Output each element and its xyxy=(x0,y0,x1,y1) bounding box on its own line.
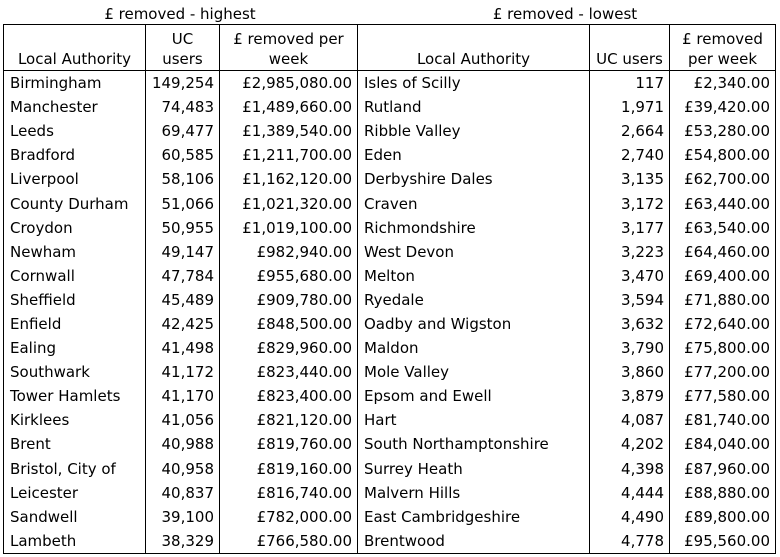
highest-authority-cell: Brent xyxy=(4,432,146,456)
lowest-removed-cell: £75,800.00 xyxy=(670,336,776,360)
highest-uc-users-cell: 50,955 xyxy=(146,216,220,240)
lowest-authority-cell: Derbyshire Dales xyxy=(358,167,590,191)
highest-removed-cell: £848,500.00 xyxy=(220,312,358,336)
highest-removed-cell: £1,489,660.00 xyxy=(220,95,358,119)
table-row xyxy=(4,360,776,384)
highest-authority-cell: Ealing xyxy=(4,336,146,360)
highest-removed-cell: £1,019,100.00 xyxy=(220,216,358,240)
highest-authority-cell: Lambeth xyxy=(4,529,146,554)
highest-uc-users-cell: 74,483 xyxy=(146,95,220,119)
table-row xyxy=(4,529,776,554)
highest-authority-cell: Bradford xyxy=(4,143,146,167)
lowest-authority-cell: Ribble Valley xyxy=(358,119,590,143)
lowest-authority-cell: Maldon xyxy=(358,336,590,360)
highest-authority-cell: Sandwell xyxy=(4,505,146,529)
highest-authority-cell: Birmingham xyxy=(4,71,146,96)
lowest-authority-cell: Melton xyxy=(358,264,590,288)
highest-uc-users-cell: 58,106 xyxy=(146,167,220,191)
highest-removed-cell: £821,120.00 xyxy=(220,408,358,432)
table-row xyxy=(4,457,776,481)
highest-uc-users-cell: 41,170 xyxy=(146,384,220,408)
table-row xyxy=(4,408,776,432)
lowest-removed-cell: £69,400.00 xyxy=(670,264,776,288)
highest-removed-cell: £2,985,080.00 xyxy=(220,71,358,96)
lowest-uc-users-cell: 3,177 xyxy=(590,216,670,240)
lowest-removed-cell: £84,040.00 xyxy=(670,432,776,456)
highest-removed-cell: £823,440.00 xyxy=(220,360,358,384)
lowest-authority-cell: Ryedale xyxy=(358,288,590,312)
lowest-removed-cell: £62,700.00 xyxy=(670,167,776,191)
table-row xyxy=(4,288,776,312)
lowest-authority-cell: Epsom and Ewell xyxy=(358,384,590,408)
table-row xyxy=(4,384,776,408)
highest-authority-cell: Southwark xyxy=(4,360,146,384)
highest-authority-cell: Liverpool xyxy=(4,167,146,191)
table-row xyxy=(4,143,776,167)
lowest-uc-users-cell: 3,172 xyxy=(590,191,670,215)
lowest-uc-users-cell: 3,470 xyxy=(590,264,670,288)
highest-authority-cell: Manchester xyxy=(4,95,146,119)
lowest-uc-users-cell: 3,879 xyxy=(590,384,670,408)
highest-removed-cell: £1,211,700.00 xyxy=(220,143,358,167)
highest-uc-users-cell: 42,425 xyxy=(146,312,220,336)
lowest-uc-users-cell: 2,740 xyxy=(590,143,670,167)
highest-authority-cell: County Durham xyxy=(4,191,146,215)
header-row xyxy=(4,25,776,71)
header-left-local-authority: Local Authority xyxy=(4,25,146,71)
highest-uc-users-cell: 49,147 xyxy=(146,240,220,264)
lowest-uc-users-cell: 3,860 xyxy=(590,360,670,384)
highest-removed-cell: £909,780.00 xyxy=(220,288,358,312)
lowest-removed-cell: £81,740.00 xyxy=(670,408,776,432)
highest-removed-cell: £819,160.00 xyxy=(220,457,358,481)
table-row xyxy=(4,167,776,191)
table-row xyxy=(4,119,776,143)
lowest-authority-cell: Oadby and Wigston xyxy=(358,312,590,336)
uc-removal-table xyxy=(3,24,776,554)
header-right-removed-per-week: £ removed per week xyxy=(670,25,776,71)
lowest-uc-users-cell: 3,632 xyxy=(590,312,670,336)
lowest-authority-cell: South Northamptonshire xyxy=(358,432,590,456)
highest-authority-cell: Enfield xyxy=(4,312,146,336)
lowest-removed-cell: £95,560.00 xyxy=(670,529,776,554)
highest-authority-cell: Newham xyxy=(4,240,146,264)
lowest-uc-users-cell: 4,398 xyxy=(590,457,670,481)
lowest-removed-cell: £64,460.00 xyxy=(670,240,776,264)
highest-removed-cell: £782,000.00 xyxy=(220,505,358,529)
lowest-group-title: £ removed - lowest xyxy=(492,5,638,23)
highest-authority-cell: Kirklees xyxy=(4,408,146,432)
lowest-uc-users-cell: 4,087 xyxy=(590,408,670,432)
lowest-uc-users-cell: 3,790 xyxy=(590,336,670,360)
lowest-authority-cell: Richmondshire xyxy=(358,216,590,240)
lowest-authority-cell: Rutland xyxy=(358,95,590,119)
lowest-removed-cell: £71,880.00 xyxy=(670,288,776,312)
lowest-authority-cell: Craven xyxy=(358,191,590,215)
header-right-uc-users: UC users xyxy=(590,25,670,71)
highest-uc-users-cell: 60,585 xyxy=(146,143,220,167)
highest-authority-cell: Croydon xyxy=(4,216,146,240)
lowest-uc-users-cell: 1,971 xyxy=(590,95,670,119)
highest-authority-cell: Cornwall xyxy=(4,264,146,288)
highest-authority-cell: Tower Hamlets xyxy=(4,384,146,408)
table-row xyxy=(4,264,776,288)
header-right-local-authority: Local Authority xyxy=(358,25,590,71)
lowest-uc-users-cell: 3,135 xyxy=(590,167,670,191)
lowest-uc-users-cell: 4,202 xyxy=(590,432,670,456)
lowest-removed-cell: £53,280.00 xyxy=(670,119,776,143)
highest-removed-cell: £955,680.00 xyxy=(220,264,358,288)
lowest-uc-users-cell: 117 xyxy=(590,71,670,96)
table-row xyxy=(4,505,776,529)
highest-uc-users-cell: 149,254 xyxy=(146,71,220,96)
lowest-removed-cell: £72,640.00 xyxy=(670,312,776,336)
highest-removed-cell: £1,389,540.00 xyxy=(220,119,358,143)
lowest-removed-cell: £87,960.00 xyxy=(670,457,776,481)
highest-uc-users-cell: 47,784 xyxy=(146,264,220,288)
table-row xyxy=(4,312,776,336)
table-row xyxy=(4,336,776,360)
highest-group-title: £ removed - highest xyxy=(104,5,256,23)
lowest-uc-users-cell: 3,594 xyxy=(590,288,670,312)
lowest-uc-users-cell: 4,778 xyxy=(590,529,670,554)
highest-uc-users-cell: 69,477 xyxy=(146,119,220,143)
highest-authority-cell: Leicester xyxy=(4,481,146,505)
highest-authority-cell: Bristol, City of xyxy=(4,457,146,481)
header-left-uc-users: UC users xyxy=(146,25,220,71)
table-row xyxy=(4,481,776,505)
table-row xyxy=(4,240,776,264)
table-row xyxy=(4,191,776,215)
lowest-removed-cell: £77,200.00 xyxy=(670,360,776,384)
highest-uc-users-cell: 40,988 xyxy=(146,432,220,456)
table-row xyxy=(4,95,776,119)
highest-removed-cell: £982,940.00 xyxy=(220,240,358,264)
table-row xyxy=(4,71,776,96)
highest-authority-cell: Sheffield xyxy=(4,288,146,312)
highest-uc-users-cell: 38,329 xyxy=(146,529,220,554)
highest-removed-cell: £1,021,320.00 xyxy=(220,191,358,215)
highest-removed-cell: £1,162,120.00 xyxy=(220,167,358,191)
lowest-removed-cell: £89,800.00 xyxy=(670,505,776,529)
highest-uc-users-cell: 39,100 xyxy=(146,505,220,529)
lowest-removed-cell: £54,800.00 xyxy=(670,143,776,167)
highest-removed-cell: £829,960.00 xyxy=(220,336,358,360)
highest-authority-cell: Leeds xyxy=(4,119,146,143)
lowest-removed-cell: £63,440.00 xyxy=(670,191,776,215)
lowest-removed-cell: £39,420.00 xyxy=(670,95,776,119)
lowest-authority-cell: West Devon xyxy=(358,240,590,264)
highest-uc-users-cell: 40,837 xyxy=(146,481,220,505)
lowest-uc-users-cell: 4,444 xyxy=(590,481,670,505)
lowest-removed-cell: £88,880.00 xyxy=(670,481,776,505)
lowest-uc-users-cell: 2,664 xyxy=(590,119,670,143)
lowest-removed-cell: £77,580.00 xyxy=(670,384,776,408)
lowest-authority-cell: Brentwood xyxy=(358,529,590,554)
table-row xyxy=(4,432,776,456)
highest-removed-cell: £816,740.00 xyxy=(220,481,358,505)
lowest-removed-cell: £63,540.00 xyxy=(670,216,776,240)
highest-uc-users-cell: 41,172 xyxy=(146,360,220,384)
highest-uc-users-cell: 40,958 xyxy=(146,457,220,481)
lowest-authority-cell: Surrey Heath xyxy=(358,457,590,481)
lowest-authority-cell: Isles of Scilly xyxy=(358,71,590,96)
highest-uc-users-cell: 45,489 xyxy=(146,288,220,312)
highest-removed-cell: £819,760.00 xyxy=(220,432,358,456)
highest-uc-users-cell: 41,056 xyxy=(146,408,220,432)
table-body xyxy=(4,71,776,554)
highest-uc-users-cell: 41,498 xyxy=(146,336,220,360)
lowest-uc-users-cell: 3,223 xyxy=(590,240,670,264)
lowest-removed-cell: £2,340.00 xyxy=(670,71,776,96)
lowest-authority-cell: East Cambridgeshire xyxy=(358,505,590,529)
lowest-authority-cell: Malvern Hills xyxy=(358,481,590,505)
highest-uc-users-cell: 51,066 xyxy=(146,191,220,215)
header-left-removed-per-week: £ removed per week xyxy=(220,25,358,71)
lowest-authority-cell: Mole Valley xyxy=(358,360,590,384)
lowest-authority-cell: Eden xyxy=(358,143,590,167)
lowest-uc-users-cell: 4,490 xyxy=(590,505,670,529)
lowest-authority-cell: Hart xyxy=(358,408,590,432)
table-row xyxy=(4,216,776,240)
highest-removed-cell: £823,400.00 xyxy=(220,384,358,408)
highest-removed-cell: £766,580.00 xyxy=(220,529,358,554)
